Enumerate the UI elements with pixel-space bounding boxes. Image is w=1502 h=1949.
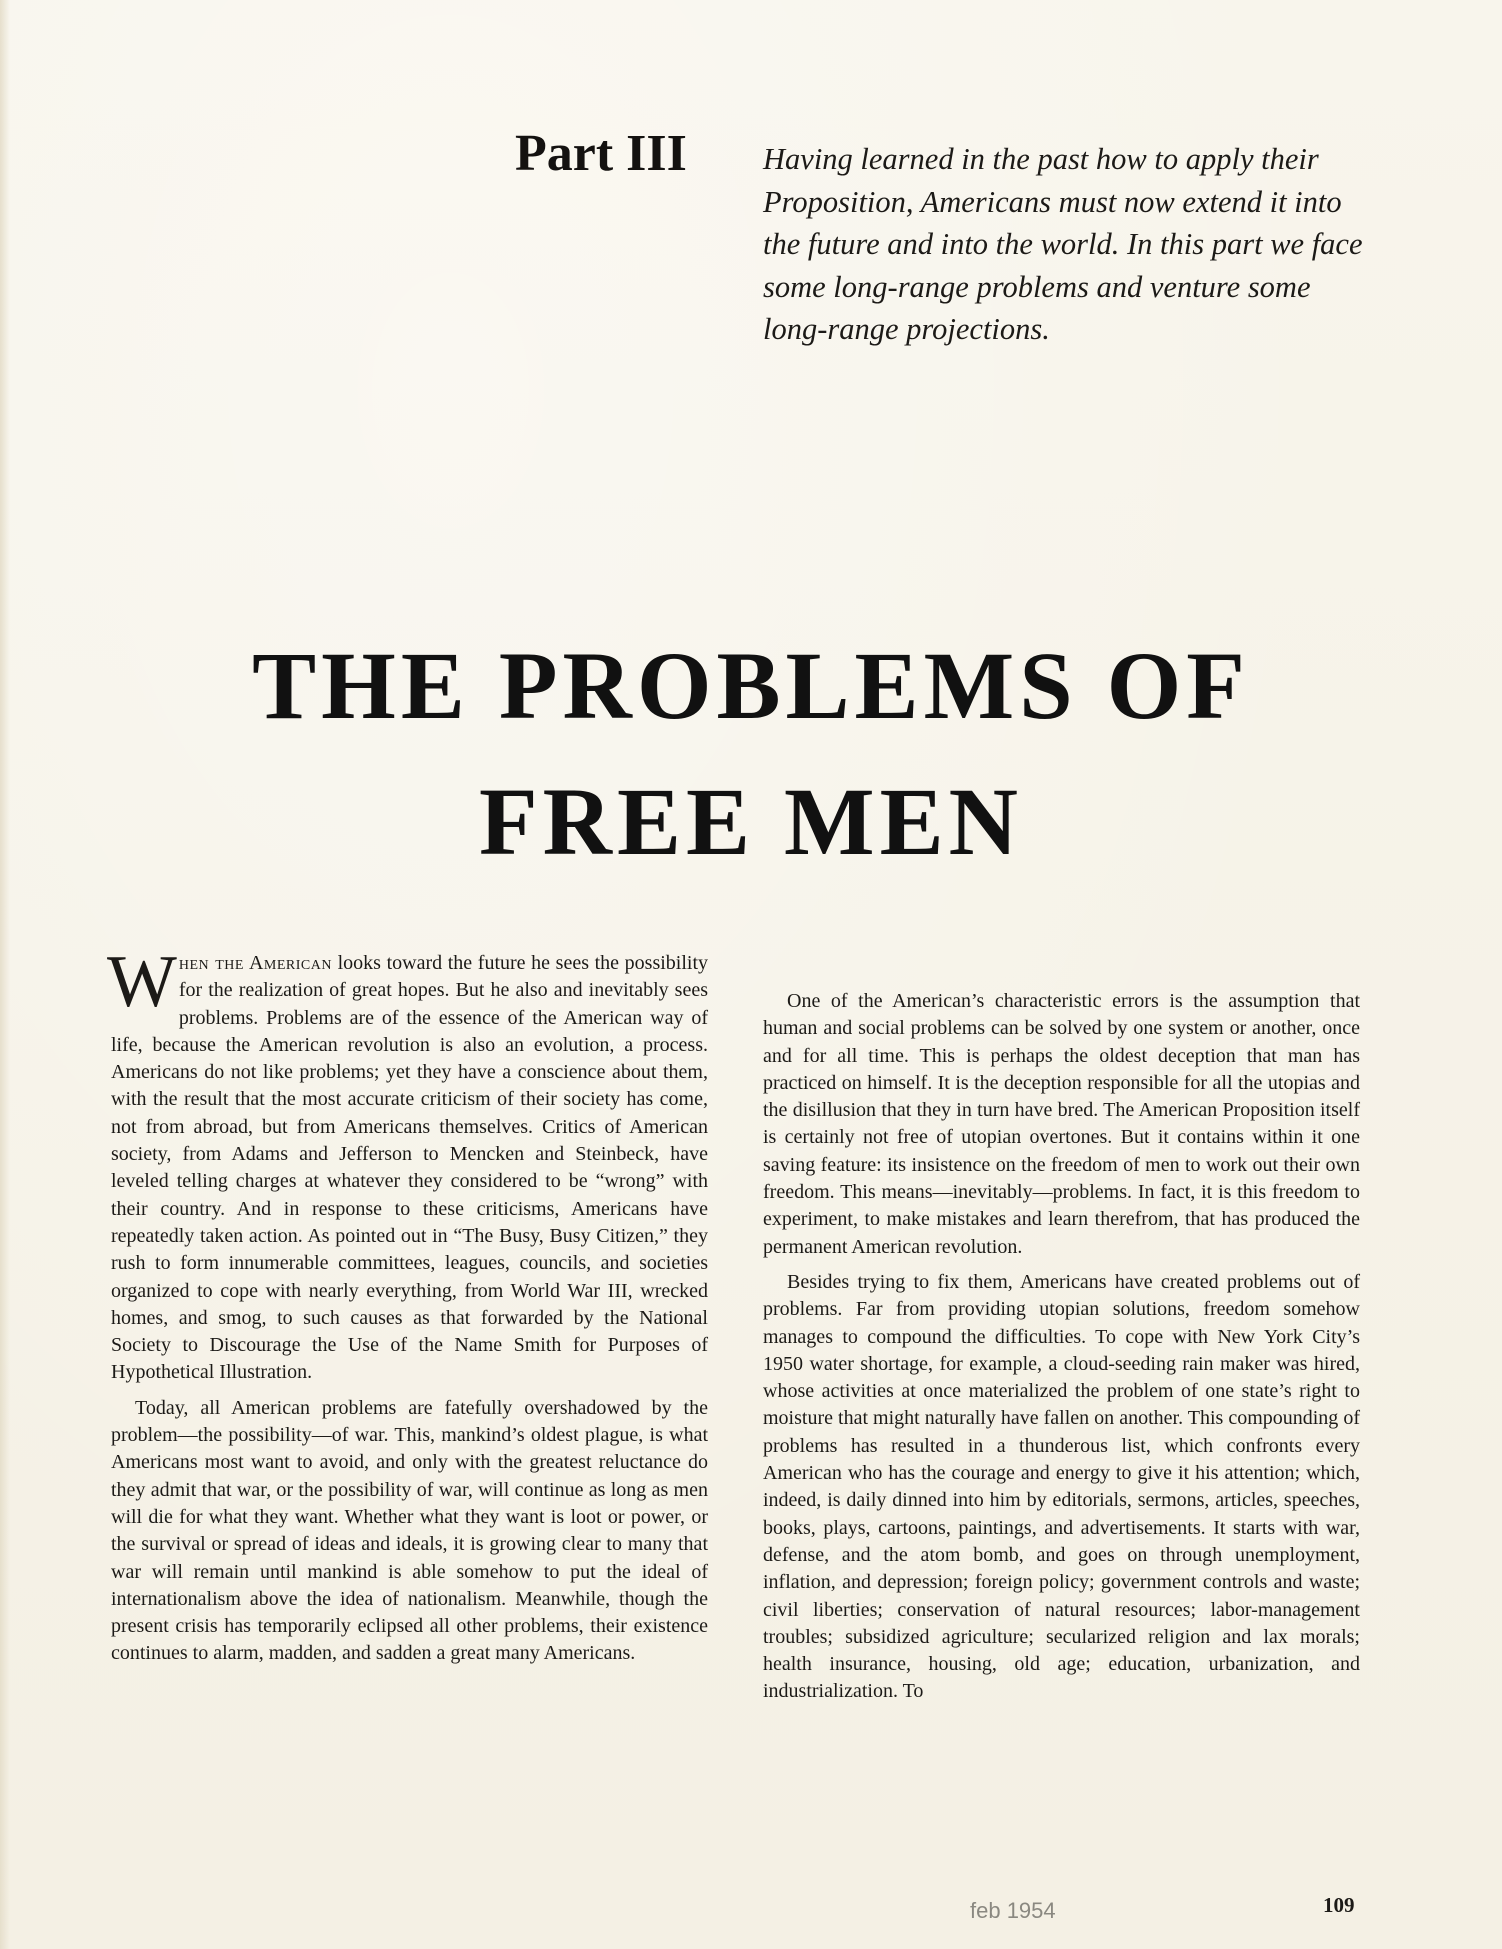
left-paragraph-1-text: looks toward the future he sees the possibility for the realization of great hopes. But he also and inevitably sees problems. Problems are of the essence of the American way of life, because the American revolution is also an evolution, a process. Americans do not like problems; yet they have a conscience about them, with the result that the most accurate criticism of their society has come, not from abroad, but from Americans themselves. Critics of American society, from Adams and Jefferson to Mencken and Steinbeck, have leveled telling charges at whatever they considered to be “wrong” with their country. And in response to these criticisms, Americans have repeatedly taken action. As pointed out in “The Busy, Busy Citizen,” they rush to form innumerable committees, leagues, councils, and societies organized to cope with nearly everything, from World War III, wrecked homes, and smog, to such causes as that forwarded by the National Society to Discourage the Use of the Name Smith for Purposes of Hypothetical Illustration.	[111, 952, 709, 1384]
right-paragraph-2: Besides trying to fix them, Americans have created problems out of problems. Far from providing utopian solutions, freedom somehow manages to compound the difficulties. To cope with New York City’s 1950 water shortage, for example, a cloud-seeding rain maker was hired, whose activities at once materialized the problem of one state’s right to moisture that might naturally have fallen on another. This compounding of problems has resulted in a thunderous list, which confronts every American who has the courage and energy to give it his attention; which, indeed, is daily dinned into him by editorials, sermons, articles, speeches, books, plays, cartoons, paintings, and advertisements. It starts with war, defense, and the atom bomb, and goes on through unemployment, inflation, and depression; foreign policy; government controls and waste; civil liberties; conservation of natural resources; labor-management troubles; subsidized agriculture; secularized religion and lax morals; health insurance, housing, old age; education, urbanization, and industrialization. To	[763, 1270, 1360, 1703]
left-column	[107, 941, 709, 1676]
title-line-1: THE PROBLEMS OF	[252, 632, 1250, 739]
title-line-2: FREE MEN	[479, 768, 1023, 875]
part-intro: Having learned in the past how to apply their Proposition, Americans must now extend it into the future and into the world. In this part we face some long-range problems and venture some long-range projections.	[763, 142, 1363, 346]
left-paragraph-2: Today, all American problems are fatefully overshadowed by the problem—the possibility—of war. This, mankind’s oldest plague, is what Americans most want to avoid, and only with the greatest reluctance do they admit that war, or the possibility of war, will continue as long as men will die for what they want. Whether what they want is loot or power, or the survival or spread of ideas and ideals, it is growing clear to many that war will remain until mankind is able somehow to put the ideal of internationalism above the idea of nationalism. Meanwhile, though the present crisis has temporarily eclipsed all other problems, their existence continues to alarm, madden, and sadden a great many Americans.	[111, 1396, 708, 1665]
page-edge	[0, 0, 10, 1949]
left-paragraph-1	[107, 941, 709, 1387]
article-title	[0, 618, 1502, 890]
page-number: 109	[1323, 1893, 1355, 1917]
drop-cap: W	[107, 941, 177, 1023]
lead-in: hen the American	[178, 952, 332, 974]
date-stamp: feb 1954	[970, 1898, 1056, 1923]
part-label: Part III	[515, 125, 687, 182]
right-paragraph-1: One of the American’s characteristic errors is the assumption that human and social problems can be solved by one system or another, once and for all time. This is perhaps the oldest deception that man has practiced on himself. It is the deception responsible for all the utopias and the disillusion that they in turn have bred. The American Proposition itself is certainly not free of utopian overtones. But it contains within it one saving feature: its insistence on the freedom of men to work out their own freedom. This means—inevitably—problems. In fact, it is this freedom to experiment, to make mistakes and learn therefrom, that has produced the permanent American revolution.	[763, 990, 1360, 1258]
right-column	[763, 988, 1360, 1714]
